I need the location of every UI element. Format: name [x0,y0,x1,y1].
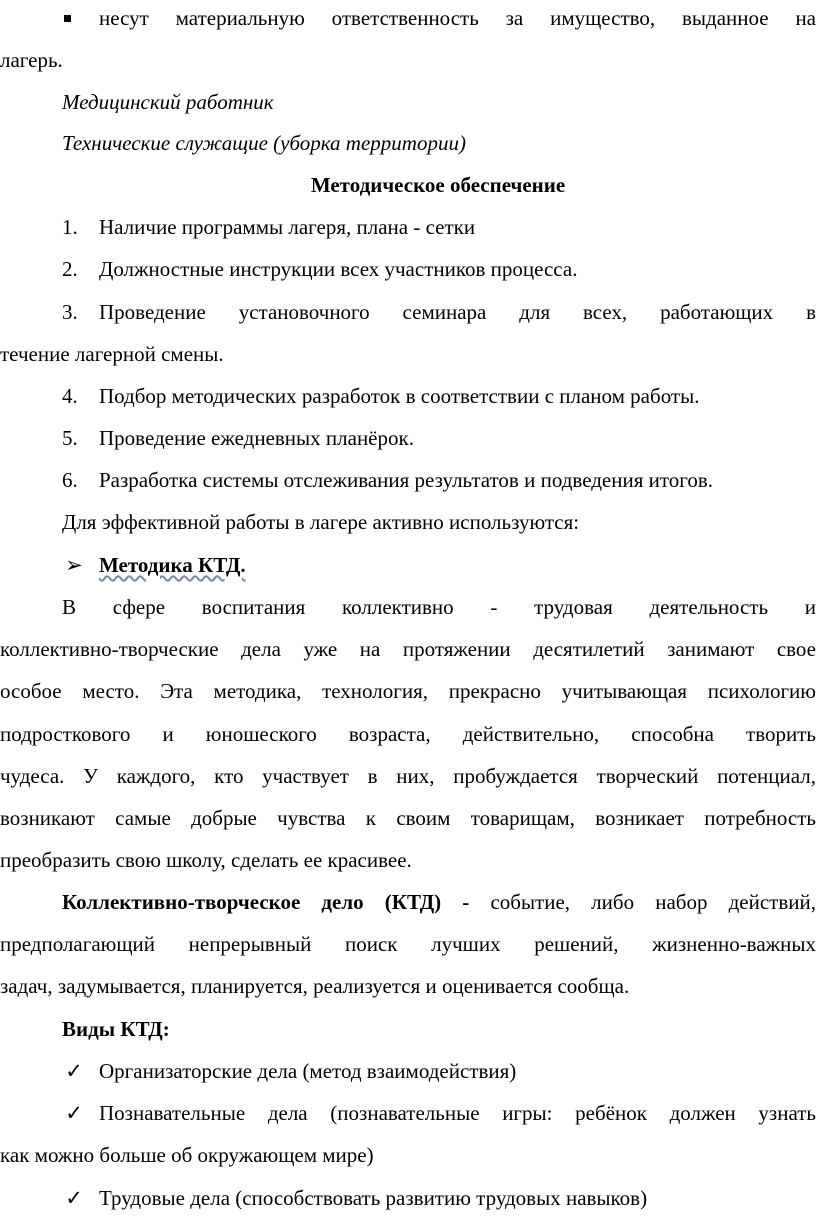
check-item-2-continuation [0,1143,816,1167]
paragraph-line-1: В сфере воспитания коллективно - трудовая деятельность и [62,595,816,619]
check-item-text: Трудовые дела (способствовать развитию трудовых навыков) [99,1186,648,1210]
square-bullet-icon [64,15,71,22]
bullet-item-continuation-text: лагерь. [0,48,63,72]
paragraph-line-6: возникают самые добрые чувства к своим товарищам, возникает потребность [0,806,816,830]
checkmark-icon: ✓ [65,1186,83,1210]
item-number: 3. [62,300,78,324]
definition-line-2: предполагающий непрерывный поиск лучших решений, жизненно-важных [0,932,816,956]
definition-line-1 [62,890,816,914]
paragraph-line-5: чудеса. У каждого, кто участвует в них, пробуждается творческий потенциал, [0,764,816,788]
bullet-item-continuation [0,48,816,72]
item-number: 5. [62,426,78,450]
item-text: Наличие программы лагеря, плана - сетки [99,215,476,239]
staff-medical: Медицинский работник [62,90,274,114]
checkmark-icon: ✓ [65,1101,83,1125]
item-text: Должностные инструкции всех участников процесса. [99,257,578,281]
item-number: 4. [62,384,78,408]
methodical-heading: Методическое обеспечение [310,173,566,197]
intro-line: Для эффективной работы в лагере активно используются: [62,510,580,534]
item-number: 2. [62,257,78,281]
definition-text: событие, либо набор действий, [469,890,816,914]
item-text: Проведение ежедневных планёрок. [99,426,414,450]
square-bullet-item [0,6,816,30]
check-item-text: Организаторские дела (метод взаимодействия) [99,1059,517,1083]
check-item-continuation-text: как можно больше об окружающем мире) [0,1143,374,1167]
paragraph-line-7: преобразить свою школу, сделать ее красивее. [0,848,412,872]
item-text: Подбор методических разработок в соответствии с планом работы. [99,384,700,408]
item-number: 6. [62,468,78,492]
check-item-text: Познавательные дела (познавательные игры: ребёнок должен узнать [99,1101,816,1125]
item-text: Проведение установочного семинара для всех, работающих в [99,300,816,324]
definition-line-3: задач, задумывается, планируется, реализуется и оценивается сообща. [0,974,630,998]
item-text-continuation: течение лагерной смены. [0,342,224,366]
paragraph-line-2: коллективно-творческие дела уже на протяжении десятилетий занимают свое [0,637,816,661]
types-heading: Виды КТД: [62,1017,170,1041]
item-number: 1. [62,215,78,239]
arrow-bullet-icon: ➢ [65,553,83,577]
bullet-item-text: несут материальную ответственность за имущество, выданное на [99,6,816,30]
ktd-method-label: Методика КТД. [99,553,246,577]
staff-technical: Технические служащие (уборка территории) [62,131,466,155]
item-text: Разработка системы отслеживания результатов и подведения итогов. [99,468,714,492]
numbered-item-3-continuation [0,342,816,366]
checkmark-icon: ✓ [65,1059,83,1083]
definition-term: Коллективно-творческое дело (КТД) - [62,890,470,914]
paragraph-line-3: особое место. Эта методика, технология, прекрасно учитывающая психологию [0,679,816,703]
paragraph-line-4: подросткового и юношеского возраста, действительно, способна творить [0,722,816,746]
